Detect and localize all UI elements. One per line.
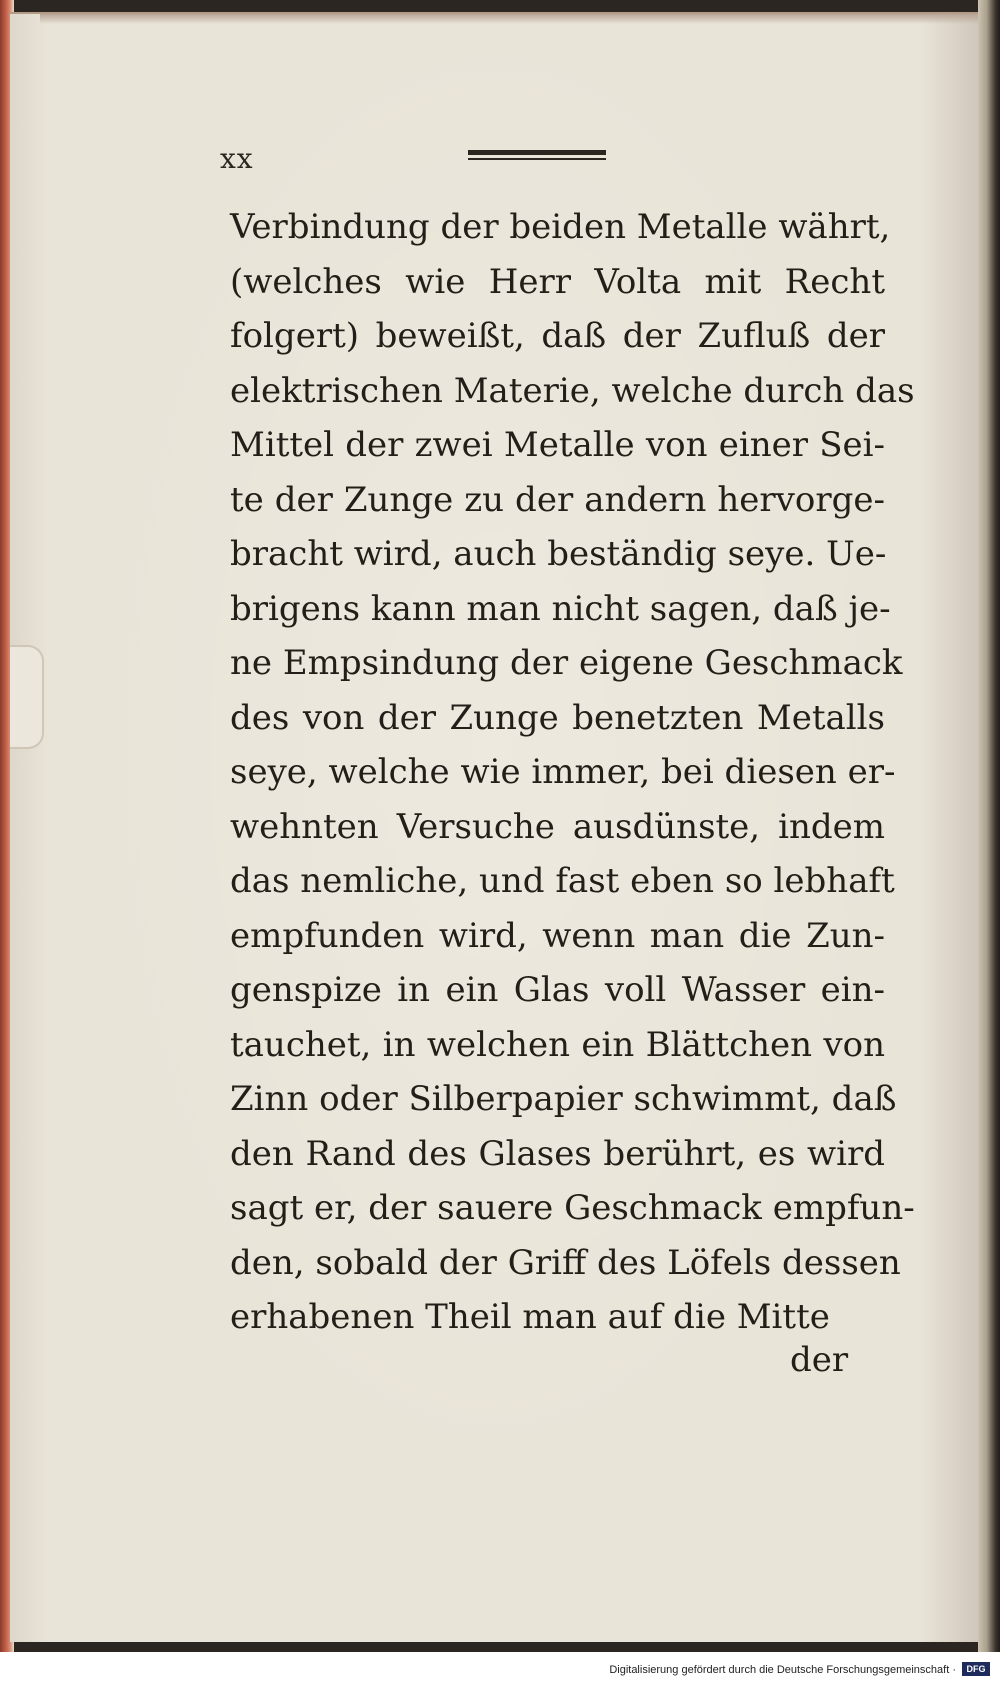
text-line: erhabenen Theil man auf die Mitte xyxy=(230,1297,830,1337)
text-line: brigens kann man nicht sagen, daß je- xyxy=(230,588,891,629)
text-line: elektrischen Materie, welche durch das xyxy=(230,370,915,411)
text-line: tauchet, in welchen ein Blättchen von xyxy=(230,1024,885,1065)
page-tab-marker xyxy=(10,645,44,749)
text-line: ne Empsindung der eigene Geschmack xyxy=(230,643,903,683)
text-line: Zinn oder Silberpapier schwimmt, daß xyxy=(230,1079,897,1119)
page-top-shadow xyxy=(40,14,978,24)
header-rule xyxy=(468,150,606,160)
text-line: das nemliche, und fast eben so lebhaft xyxy=(230,861,895,901)
text-line: seye, welche wie immer, bei diesen er- xyxy=(230,752,896,792)
text-line: den Rand des Glases berührt, es wird xyxy=(230,1133,885,1174)
text-line: bracht wird, auch beständig seye. Ue- xyxy=(230,534,887,574)
dfg-logo-icon: DFG xyxy=(962,1662,990,1676)
text-line: folgert) beweißt, daß der Zufluß der xyxy=(230,316,885,356)
text-line: den, sobald der Griff des Löfels dessen xyxy=(230,1242,901,1283)
text-line: Verbindung der beiden Metalle währt, xyxy=(230,207,891,247)
text-line: genspize in ein Glas voll Wasser ein- xyxy=(230,970,885,1010)
text-line: Mittel der zwei Metalle von einer Sei- xyxy=(230,425,885,465)
header-rule-thick xyxy=(468,150,606,155)
text-line: des von der Zunge benetzten Metalls xyxy=(230,697,885,738)
text-line: empfunden wird, wenn man die Zun- xyxy=(230,915,885,956)
text-line: wehnten Versuche ausdünste, indem xyxy=(230,806,885,847)
header-rule-thin xyxy=(468,158,606,160)
catchword: der xyxy=(790,1340,849,1380)
body-text xyxy=(230,200,915,1345)
page-number: xx xyxy=(220,142,254,175)
footer-credit: Digitalisierung gefördert durch die Deutsche Forschungsgemeinschaft · xyxy=(609,1664,956,1676)
text-line: te der Zunge zu der andern hervorge- xyxy=(230,479,885,520)
text-line: sagt er, der sauere Geschmack empfun- xyxy=(230,1188,915,1228)
book-fore-edge xyxy=(978,0,1000,1652)
text-line: (welches wie Herr Volta mit Recht xyxy=(230,261,885,302)
